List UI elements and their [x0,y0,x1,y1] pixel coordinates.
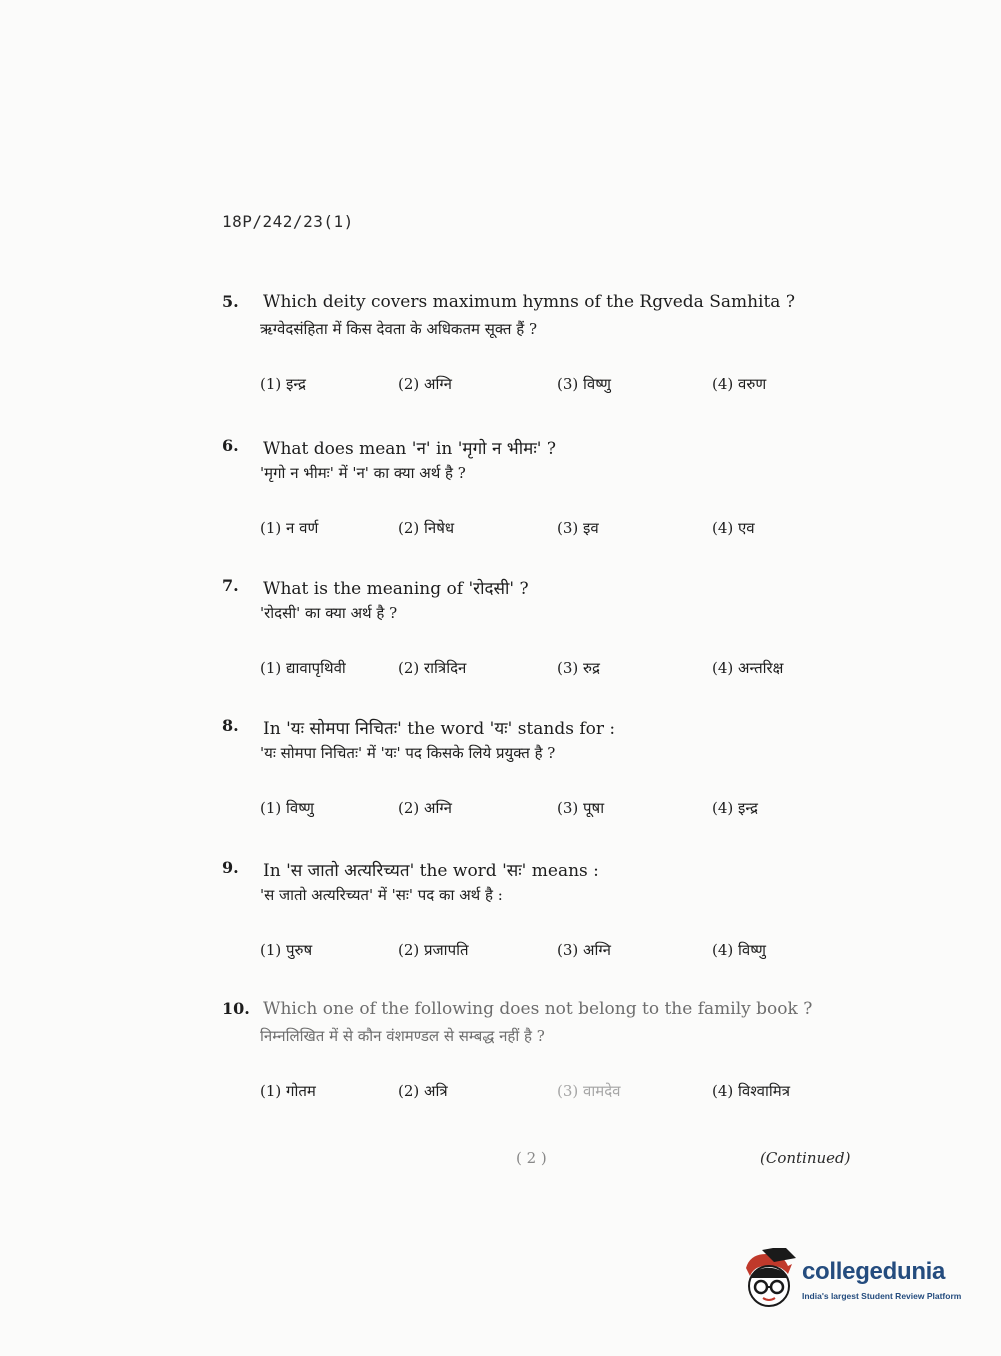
question-text-hindi: ऋग्वेदसंहिता में किस देवता के अधिकतम सूक्त हैं ? [260,320,538,338]
option-1: (1) द्यावापृथिवी [260,659,346,677]
option-2: (2) निषेध [398,519,455,537]
brand-name: collegedunia [802,1258,946,1285]
option-4: (4) विष्णु [712,941,766,959]
option-3: (3) पूषा [557,799,605,817]
page-number: ( 2 ) [516,1149,547,1167]
option-4: (4) वरुण [712,375,767,393]
option-1: (1) गोतम [260,1082,316,1100]
option-3: (3) विष्णु [557,375,611,393]
question-number: 8. [222,716,239,735]
question-text-english: Which one of the following does not belong to the family book ? [263,999,813,1019]
option-2: (2) अग्नि [398,375,452,393]
option-4: (4) एव [712,519,755,537]
option-1: (1) पुरुष [260,941,313,959]
option-3: (3) इव [557,519,599,537]
option-2: (2) अग्नि [398,799,452,817]
question-text-english: What is the meaning of 'रोदसी' ? [263,579,529,599]
question-number: 7. [222,576,239,595]
question-text-hindi: निम्नलिखित में से कौन वंशमण्डल से सम्बद्ध नहीं है ? [260,1027,545,1045]
question-text-hindi: 'यः सोमपा निचितः' में 'यः' पद किसके लिये प्रयुक्त है ? [260,744,556,762]
paper-code: 18P/242/23(1) [222,212,354,231]
question-text-english: In 'स जातो अत्यरिच्यत' the word 'सः' means : [263,861,599,881]
option-4: (4) विश्वामित्र [712,1082,790,1100]
options [260,374,860,398]
option-4: (4) अन्तरिक्ष [712,659,784,677]
option-1: (1) इन्द्र [260,375,306,393]
options [260,518,860,542]
option-3: (3) वामदेव [557,1082,621,1100]
question-text-hindi: 'मृगो न भीमः' में 'न' का क्या अर्थ है ? [260,464,466,482]
question-text-english: In 'यः सोमपा निचितः' the word 'यः' stands for : [263,719,616,739]
question-number: 10. [222,999,250,1018]
option-2: (2) रात्रिदिन [398,659,467,677]
collegedunia-watermark [740,1248,970,1318]
question-number: 6. [222,436,239,455]
collegedunia-mascot-icon [740,1248,798,1310]
question-text-hindi: 'रोदसी' का क्या अर्थ है ? [260,604,398,622]
options [260,940,860,964]
question-number: 9. [222,858,239,877]
question-number: 5. [222,292,239,311]
question-text-english: Which deity covers maximum hymns of the Rgveda Samhita ? [263,292,795,312]
option-3: (3) रुद्र [557,659,600,677]
options [260,1081,860,1105]
question-text-english: What does mean 'न' in 'मृगो न भीमः' ? [263,439,556,459]
brand-tagline: India's largest Student Review Platform [802,1291,962,1301]
option-2: (2) अत्रि [398,1082,448,1100]
option-1: (1) विष्णु [260,799,314,817]
option-4: (4) इन्द्र [712,799,758,817]
question-text-hindi: 'स जातो अत्यरिच्यत' में 'सः' पद का अर्थ है : [260,886,503,904]
option-3: (3) अग्नि [557,941,611,959]
option-1: (1) न वर्ण [260,519,319,537]
options [260,798,860,822]
continued-label: (Continued) [760,1149,851,1167]
options [260,658,860,682]
option-2: (2) प्रजापति [398,941,469,959]
